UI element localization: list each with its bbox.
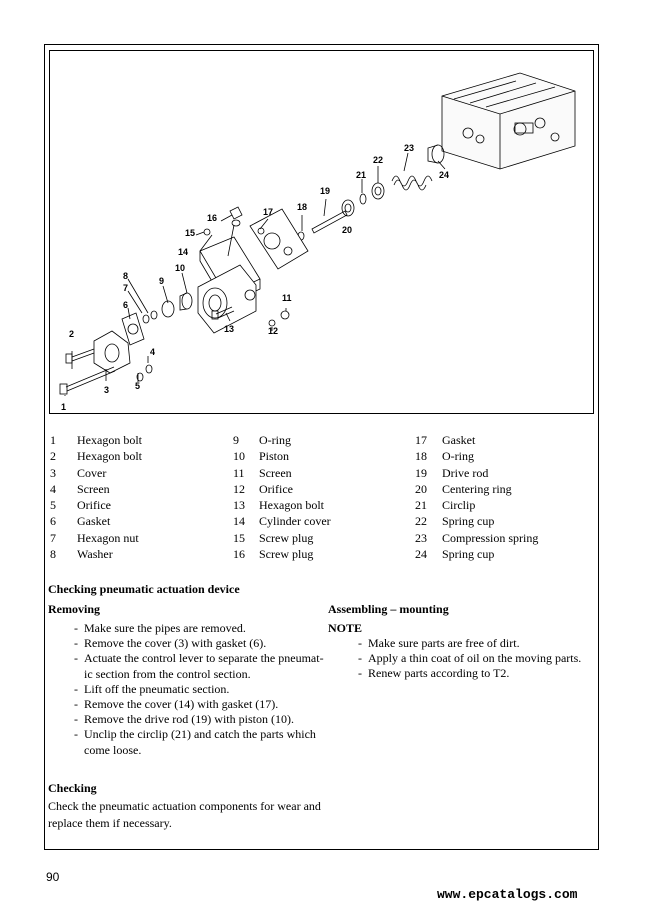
callout-18: 18 [297,202,308,212]
watermark-link[interactable]: www.epcatalogs.com [437,887,578,902]
callout-13: 13 [224,324,235,334]
callout-21: 21 [356,170,367,180]
legend-name: Screw plug [259,547,314,562]
checking-line: replace them if necessary. [48,815,172,830]
removing-steps [74,621,324,758]
callout-15: 15 [185,228,196,238]
legend-name: Hexagon bolt [77,449,142,464]
legend-row [50,465,590,481]
assembling-heading: Assembling – mounting [328,602,449,616]
legend-row [50,513,590,529]
legend-num: 7 [50,530,56,545]
legend-name: Hexagon bolt [77,433,142,447]
removing-step-continued: ic section from the control section. [84,666,251,681]
callout-17: 17 [263,207,274,217]
checking-line: Check the pneumatic actuation components for wear and [48,799,321,813]
legend-name: Cover [77,465,107,480]
exploded-view-figure [49,50,594,414]
callout-4: 4 [150,347,156,357]
legend-row [50,530,590,546]
legend-num: 16 [233,547,245,562]
removing-step: - Remove the drive rod (19) with piston (10). [74,712,294,727]
legend-num: 13 [233,498,245,513]
callout-7: 7 [123,283,129,293]
legend-name: Gasket [442,433,476,447]
legend-num: 4 [50,481,56,496]
callout-2: 2 [69,329,75,339]
callout-23: 23 [404,143,415,153]
callout-6: 6 [123,300,129,310]
legend-num: 18 [415,449,427,464]
legend-name: Hexagon bolt [259,498,324,513]
exploded-view-drawing [50,51,594,414]
assembling-steps [358,636,593,682]
legend-num: 22 [415,514,427,529]
callout-24: 24 [439,170,450,180]
legend-name: Hexagon nut [77,530,139,545]
callout-20: 20 [342,225,353,235]
legend-num: 15 [233,530,245,545]
legend-num: 6 [50,514,56,529]
legend-row [50,448,590,464]
callout-19: 19 [320,186,331,196]
callout-11: 11 [282,293,292,303]
legend-num: 2 [50,449,56,464]
removing-step: - Remove the cover (14) with gasket (17). [74,697,279,712]
legend-name: O-ring [442,449,474,464]
removing-heading: Removing [48,602,100,616]
legend-name: Cylinder cover [259,514,331,529]
legend-num: 9 [233,433,239,447]
removing-step: - Lift off the pneumatic section. [74,681,230,696]
legend-name: Washer [77,547,113,562]
callout-14: 14 [178,247,189,257]
legend-num: 20 [415,481,427,496]
legend-num: 5 [50,498,56,513]
legend-name: Screw plug [259,530,314,545]
legend-num: 19 [415,465,427,480]
callout-9: 9 [159,276,165,286]
legend-name: Orifice [77,498,111,513]
legend-name: Compression spring [442,530,539,545]
main-heading: Checking pneumatic actuation device [48,582,240,596]
legend-row [50,497,590,513]
removing-step: - Actuate the control lever to separate the pneumat- [74,651,324,666]
legend-name: O-ring [259,433,291,447]
parts-legend [50,432,590,562]
legend-name: Spring cup [442,547,495,562]
assembling-step: - Make sure parts are free of dirt. [358,636,520,650]
callout-3: 3 [104,385,110,395]
removing-step: - Make sure the pipes are removed. [74,621,246,635]
legend-name: Orifice [259,481,293,496]
legend-num: 21 [415,498,427,513]
legend-name: Spring cup [442,514,495,529]
callout-12: 12 [268,326,279,336]
legend-name: Gasket [77,514,111,529]
removing-step-continued: come loose. [84,742,142,757]
legend-row [50,432,590,448]
legend-num: 14 [233,514,245,529]
legend-name: Screen [259,465,292,480]
legend-row [50,546,590,562]
legend-name: Drive rod [442,465,489,480]
callout-22: 22 [373,155,384,165]
checking-paragraph [48,798,338,831]
legend-name: Piston [259,449,290,464]
note-label: NOTE [328,621,363,635]
legend-num: 23 [415,530,427,545]
callout-10: 10 [175,263,186,273]
assembling-step: - Apply a thin coat of oil on the moving parts. [358,651,582,666]
legend-num: 1 [50,433,56,447]
callout-8: 8 [123,271,129,281]
removing-step: - Unclip the circlip (21) and catch the parts which [74,727,316,742]
checking-heading: Checking [48,781,97,795]
legend-name: Screen [77,481,110,496]
legend-name: Centering ring [442,481,512,496]
legend-num: 8 [50,547,56,562]
legend-num: 3 [50,465,56,480]
callout-5: 5 [135,381,141,391]
legend-num: 11 [233,465,245,480]
legend-num: 24 [415,547,427,562]
legend-name: Circlip [442,498,476,513]
page-number: 90 [46,870,60,884]
removing-step: - Remove the cover (3) with gasket (6). [74,636,267,651]
legend-num: 17 [415,433,427,447]
callout-1: 1 [61,402,67,412]
legend-num: 10 [233,449,245,464]
callout-16: 16 [207,213,218,223]
assembling-step: - Renew parts according to T2. [358,666,510,681]
legend-num: 12 [233,481,245,496]
legend-row [50,481,590,497]
